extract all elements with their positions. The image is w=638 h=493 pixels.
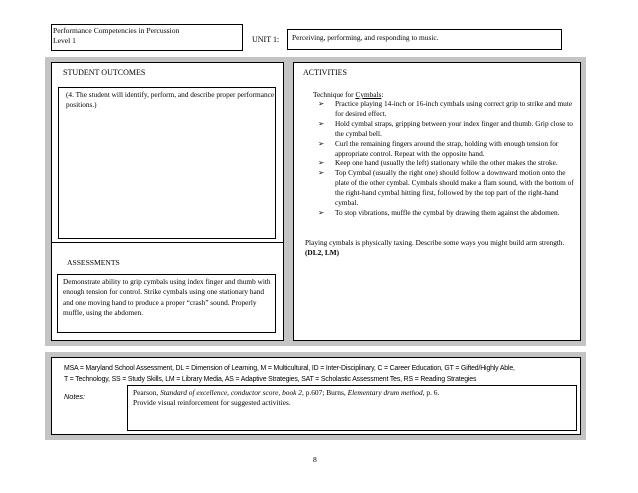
notes-ref-title: Elementary drum method [347, 388, 423, 397]
notes-ref-suffix: , p. 6. [422, 388, 440, 397]
activity-item-text: Top Cymbal (usually the right one) should follow a downward motion onto the plate of the other cymbal. Cymbals should make a flam sound, with the bottom of the right-hand cymbal hitting first, followed by the top part of the right-hand cymbal. [335, 168, 574, 208]
notes-reference [133, 388, 576, 398]
outcomes-heading: STUDENT OUTCOMES [63, 68, 146, 77]
arrow-bullet-icon: ➢ [318, 118, 325, 128]
activity-item-text: Practice playing 14-inch or 16-inch cymbals using correct grip to strike and mute for desired effect. [335, 99, 573, 118]
legend-line: T = Technology, SS = Study Skills, LM = Library Media, AS = Adaptive Strategies, SAT = Scholastic Assessment Tes, RS = Reading Strategies [64, 376, 477, 383]
arrow-bullet-icon: ➢ [318, 207, 325, 217]
arrow-bullet-icon: ➢ [318, 158, 325, 168]
assessment-text-box [57, 274, 276, 333]
technique-prefix: Technique for [313, 90, 356, 99]
notes-ref-middle: , p.607; Burns, [302, 388, 348, 397]
outcome-text: (4. The student will identify, perform, and describe proper performance positions.) [66, 90, 275, 109]
closing-code: (DL2, LM) [305, 248, 340, 257]
technique-word: Cymbals [355, 90, 382, 99]
activity-item-text: To stop vibrations, muffle the cymbal by drawing them against the abdomen. [335, 207, 560, 217]
assessments-heading: ASSESSMENTS [67, 258, 120, 267]
page-number: 8 [313, 455, 317, 464]
arrow-bullet-icon: ➢ [318, 138, 325, 148]
notes-line: Provide visual reinforcement for suggested activities. [133, 398, 291, 407]
notes-box [127, 385, 577, 431]
technique-suffix: : [381, 90, 384, 99]
document-header-box [51, 24, 243, 51]
activity-closing-text [305, 238, 577, 258]
unit-description: Perceiving, performing, and responding to music. [287, 29, 562, 50]
outcome-text-box [58, 87, 276, 239]
abbreviation-legend [64, 363, 574, 385]
notes-label: Notes: [64, 392, 86, 401]
activity-item [317, 168, 575, 208]
activity-item [317, 158, 575, 168]
activities-heading: ACTIVITIES [303, 68, 347, 77]
unit-label: UNIT 1: [252, 35, 280, 44]
activity-item [317, 208, 575, 218]
activity-item-text: Keep one hand (usually the left) stationary while the other makes the stroke. [335, 158, 558, 168]
activity-list [317, 99, 575, 218]
activity-item [317, 119, 575, 139]
arrow-bullet-icon: ➢ [318, 168, 325, 178]
document-title: Performance Competencies in Percussion [53, 26, 180, 35]
notes-ref-prefix: Pearson, [133, 388, 161, 397]
activity-item [317, 139, 575, 159]
activity-item-text: Hold cymbal straps, gripping between your index finger and thumb. Grip close to the cymbal bell. [335, 118, 573, 138]
legend-line: MSA = Maryland School Assessment, DL = Dimension of Learning, M = Multicultural, ID = Inter-Disciplinary, C = Career Education, GT = Gifted/Highly Able, [64, 365, 515, 372]
notes-ref-title: Standard of excellence, conductor score, book 2 [160, 388, 302, 397]
technique-label [313, 90, 383, 99]
activity-item-text: Curl the remaining fingers around the strap, holding with enough tension for appropriate control. Repeat with the opposite hand. [335, 138, 559, 158]
assessment-text: Demonstrate ability to grip cymbals using index finger and thumb with enough tension for control. Strike cymbals using one stationary hand and one moving hand to produce a proper “crash” sound. Properly muffle, using the abdomen. [63, 277, 271, 318]
document-level: Level 1 [53, 36, 76, 45]
activity-item [317, 99, 575, 119]
arrow-bullet-icon: ➢ [318, 99, 325, 108]
closing-text: Playing cymbals is physically taxing. Describe some ways you might build arm strength. [305, 238, 565, 247]
assessment-divider [51, 242, 284, 243]
